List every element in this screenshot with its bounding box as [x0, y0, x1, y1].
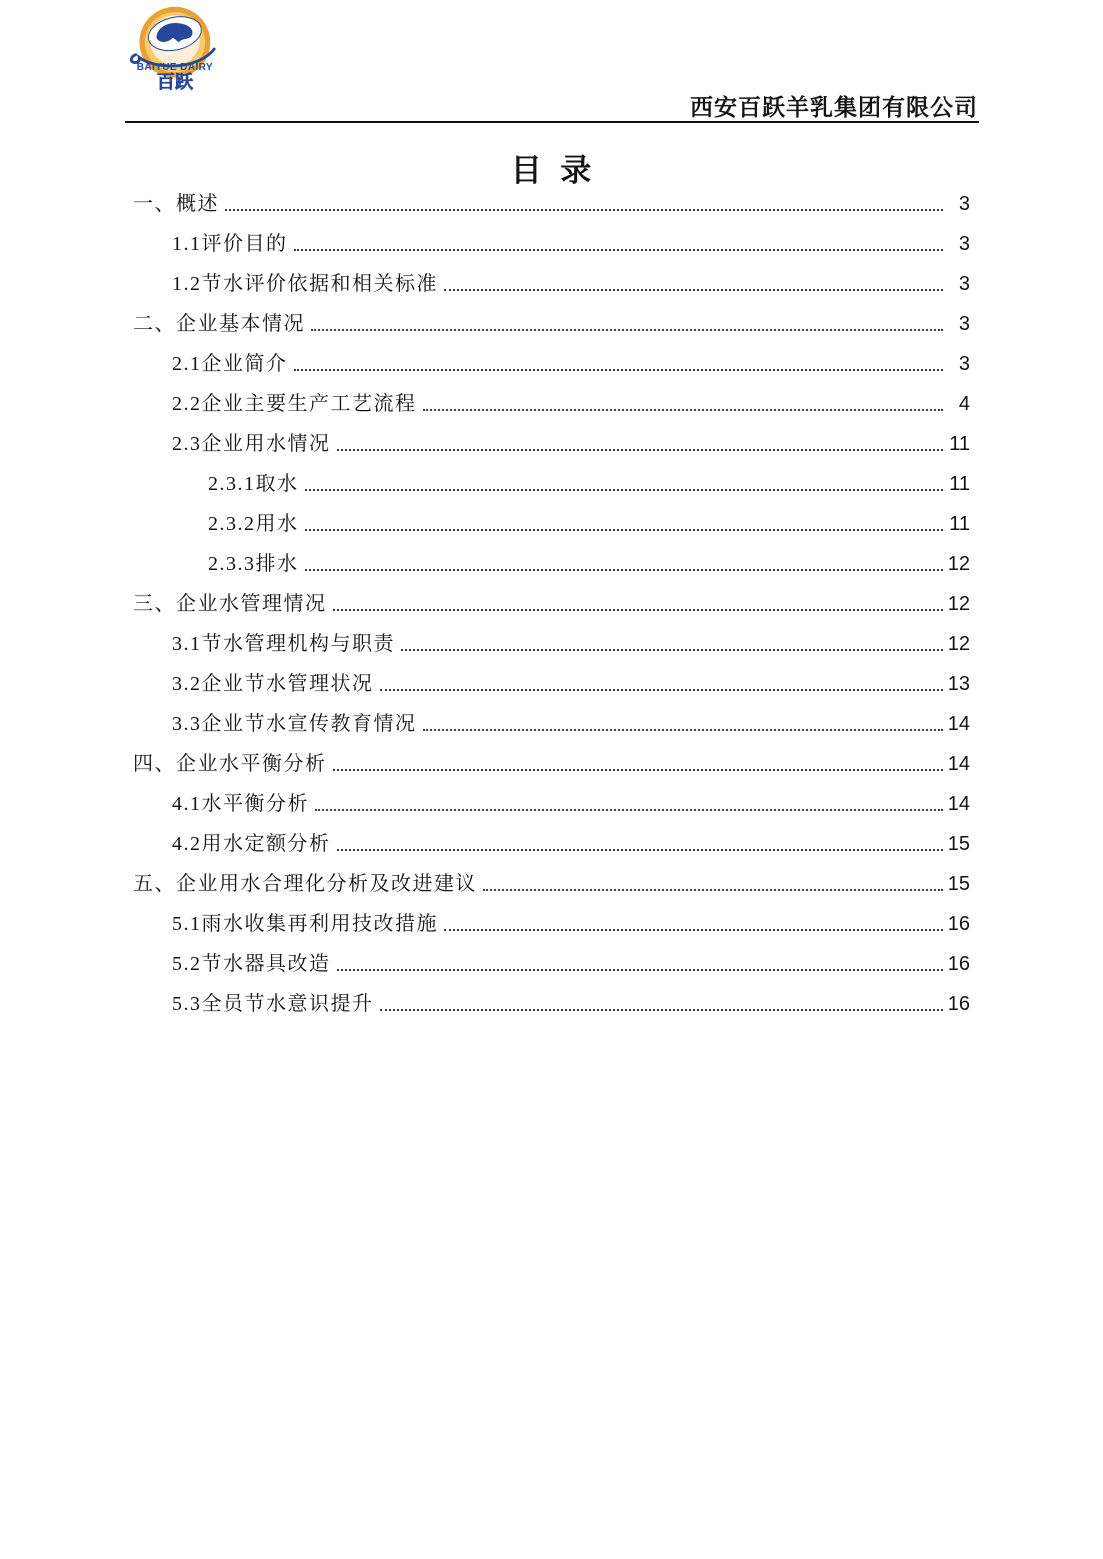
- toc-entry[interactable]: [133, 540, 970, 580]
- toc-entry[interactable]: [133, 220, 970, 260]
- baiyue-dairy-logo-icon: [124, 2, 220, 94]
- toc-dot-leader: [483, 889, 943, 891]
- toc-dot-leader: [337, 449, 944, 451]
- toc-entry-page: 12: [947, 593, 970, 615]
- toc-dot-leader: [337, 969, 944, 971]
- toc-entry[interactable]: [133, 460, 970, 500]
- toc-entry-label: 1.1评价目的: [172, 233, 288, 255]
- toc-entry[interactable]: [133, 620, 970, 660]
- toc-entry[interactable]: [133, 820, 970, 860]
- toc-dot-leader: [423, 729, 944, 731]
- toc-entry[interactable]: [133, 580, 970, 620]
- toc-dot-leader: [294, 249, 944, 251]
- toc-dot-leader: [380, 689, 944, 691]
- toc-entry-label: 5.1雨水收集再利用技改措施: [172, 913, 438, 935]
- company-logo: [124, 2, 220, 94]
- toc-entry-label: 5.3全员节水意识提升: [172, 993, 374, 1015]
- toc-dot-leader: [423, 409, 944, 411]
- toc-entry[interactable]: [133, 420, 970, 460]
- toc-dot-leader: [305, 569, 944, 571]
- toc-entry[interactable]: [133, 980, 970, 1020]
- toc-entry-page: 4: [958, 393, 970, 415]
- header-company-name: 西安百跃羊乳集团有限公司: [690, 95, 978, 120]
- toc-entry-label: 3.2企业节水管理状况: [172, 673, 374, 695]
- toc-entry-label: 1.2节水评价依据和相关标准: [172, 273, 438, 295]
- toc-entry-label: 2.3.1取水: [208, 473, 299, 495]
- toc-entry-page: 13: [947, 673, 970, 695]
- toc-entry-label: 2.3企业用水情况: [172, 433, 331, 455]
- toc-entry[interactable]: [133, 740, 970, 780]
- toc-dot-leader: [294, 369, 944, 371]
- toc-entry-page: 14: [947, 753, 970, 775]
- toc-entry-page: 15: [947, 833, 970, 855]
- toc-entry-page: 3: [958, 353, 970, 375]
- toc-entry-page: 12: [947, 553, 970, 575]
- toc-entry[interactable]: [133, 260, 970, 300]
- toc-entry-page: 3: [958, 233, 970, 255]
- toc-dot-leader: [401, 649, 943, 651]
- toc-entry-page: 3: [958, 193, 970, 215]
- toc-entry-label: 2.1企业简介: [172, 353, 288, 375]
- toc-dot-leader: [333, 609, 944, 611]
- toc-entry-page: 16: [947, 993, 970, 1015]
- toc-title: 目 录: [510, 153, 593, 188]
- toc-dot-leader: [225, 209, 943, 211]
- toc-entry-page: 16: [947, 953, 970, 975]
- toc-entry-page: 15: [947, 873, 970, 895]
- toc-entry-page: 14: [947, 793, 970, 815]
- toc-entry-page: 11: [949, 473, 970, 495]
- toc-dot-leader: [311, 329, 943, 331]
- toc-entry-label: 三、企业水管理情况: [133, 593, 327, 615]
- toc-entry[interactable]: [133, 780, 970, 820]
- toc-entry-page: 12: [947, 633, 970, 655]
- toc-entry-label: 5.2节水器具改造: [172, 953, 331, 975]
- toc-entry-label: 4.1水平衡分析: [172, 793, 309, 815]
- toc-dot-leader: [333, 769, 944, 771]
- toc-dot-leader: [305, 489, 944, 491]
- toc-dot-leader: [380, 1009, 944, 1011]
- toc-entry[interactable]: [133, 940, 970, 980]
- toc-entry-page: 11: [949, 513, 970, 535]
- toc-entry[interactable]: [133, 700, 970, 740]
- toc-entry[interactable]: [133, 860, 970, 900]
- toc-entry-page: 16: [947, 913, 970, 935]
- toc-entry-label: 2.3.3排水: [208, 553, 299, 575]
- toc-entry-label: 3.3企业节水宣传教育情况: [172, 713, 417, 735]
- toc-entry[interactable]: [133, 300, 970, 340]
- toc-entry[interactable]: [133, 500, 970, 540]
- toc-entry-label: 五、企业用水合理化分析及改进建议: [133, 873, 477, 895]
- header-divider: [125, 121, 979, 123]
- toc-dot-leader: [305, 529, 944, 531]
- toc-entry-label: 一、概述: [133, 193, 219, 215]
- toc-entry[interactable]: [133, 340, 970, 380]
- toc-entry-page: 3: [958, 313, 970, 335]
- toc-entry-label: 2.2企业主要生产工艺流程: [172, 393, 417, 415]
- toc-entry-page: 11: [949, 433, 970, 455]
- toc-list: [133, 180, 970, 1020]
- toc-entry[interactable]: [133, 660, 970, 700]
- toc-dot-leader: [444, 289, 943, 291]
- toc-entry[interactable]: [133, 380, 970, 420]
- toc-dot-leader: [315, 809, 943, 811]
- toc-entry[interactable]: [133, 900, 970, 940]
- toc-entry-page: 3: [958, 273, 970, 295]
- toc-entry-label: 4.2用水定额分析: [172, 833, 331, 855]
- toc-dot-leader: [337, 849, 944, 851]
- logo-brand-en: BAIYUE DAIRY: [136, 62, 213, 74]
- toc-entry-label: 2.3.2用水: [208, 513, 299, 535]
- toc-entry-label: 3.1节水管理机构与职责: [172, 633, 395, 655]
- toc-entry-page: 14: [947, 713, 970, 735]
- toc-dot-leader: [444, 929, 943, 931]
- toc-entry[interactable]: [133, 180, 970, 220]
- toc-entry-label: 四、企业水平衡分析: [133, 753, 327, 775]
- toc-entry-label: 二、企业基本情况: [133, 313, 305, 335]
- logo-brand-cn: 百跃: [156, 72, 194, 93]
